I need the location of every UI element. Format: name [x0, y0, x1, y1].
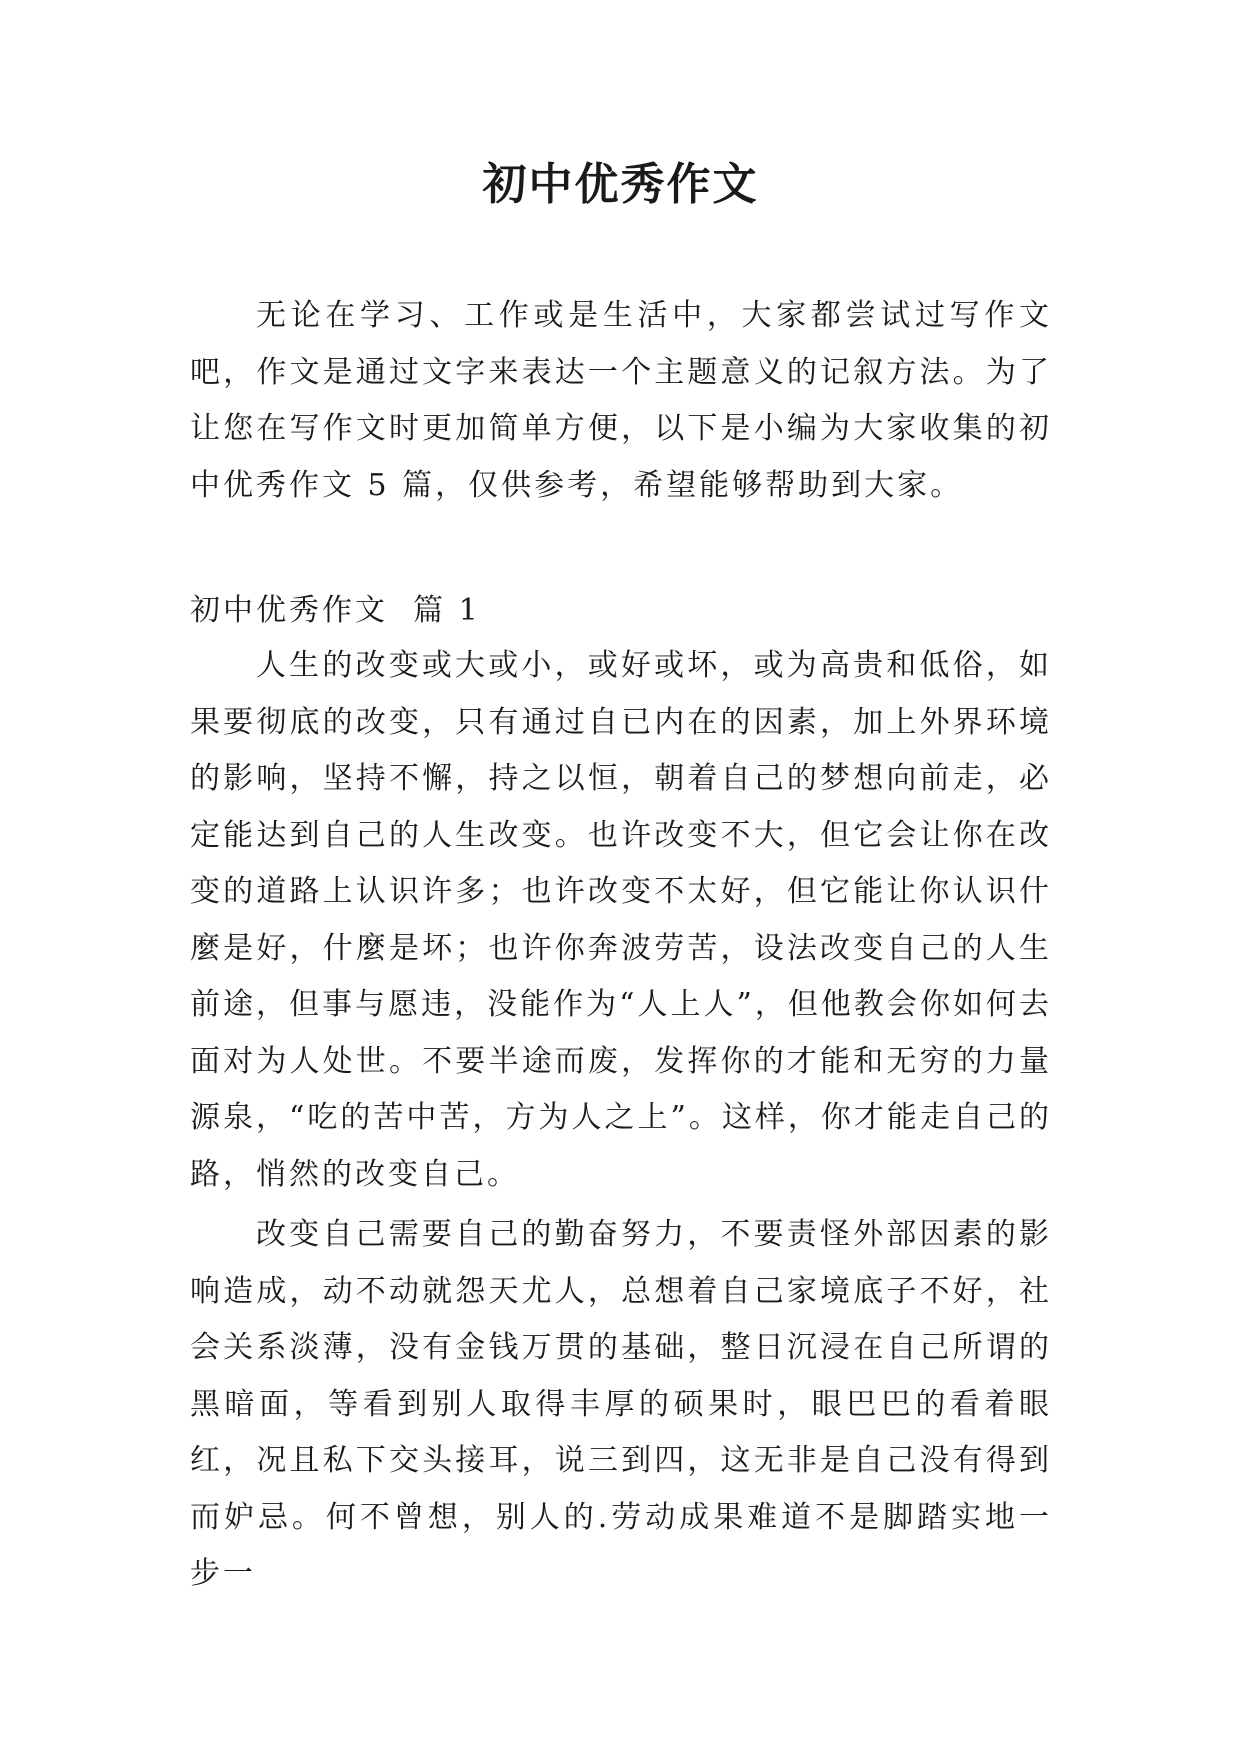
document-title: 初中优秀作文	[482, 159, 759, 210]
section-heading: 初中优秀作文 篇 1	[190, 593, 481, 628]
body-paragraph-1: 人生的改变或大或小，或好或坏，或为高贵和低俗，如果要彻底的改变，只有通过自已内在的因素，加上外界环境的影响，坚持不懈，持之以恒，朝着自己的梦想向前走，必定能达到自己的人生改变。也许改变不大，但它会让你在改变的道路上认识许多；也许改变不太好，但它能让你认识什麼是好，什麼是坏；也许你奔波劳苦，设法改变自己的人生前途，但事与愿违，没能作为“人上人”，但他教会你如何去面对为人处世。不要半途而废，发挥你的才能和无穷的力量源泉，“吃的苦中苦，方为人之上”。这样，你才能走自己的路，悄然的改变自己。	[190, 648, 1052, 1192]
intro-paragraph: 无论在学习、工作或是生活中，大家都尝试过写作文吧，作文是通过文字来表达一个主题意义的记叙方法。为了让您在写作文时更加简单方便，以下是小编为大家收集的初中优秀作文 5 篇，仅供参考，希望能够帮助到大家。	[190, 298, 1052, 503]
body-paragraph-2: 改变自己需要自己的勤奋努力，不要责怪外部因素的影响造成，动不动就怨天尤人，总想着自己家境底子不好，社会关系淡薄，没有金钱万贯的基础，整日沉浸在自己所谓的黑暗面，等看到别人取得丰厚的硕果时，眼巴巴的看着眼红，况且私下交头接耳，说三到四，这无非是自己没有得到而妒忌。何不曾想，别人的.劳动成果难道不是脚踏实地一步一	[190, 1217, 1052, 1591]
